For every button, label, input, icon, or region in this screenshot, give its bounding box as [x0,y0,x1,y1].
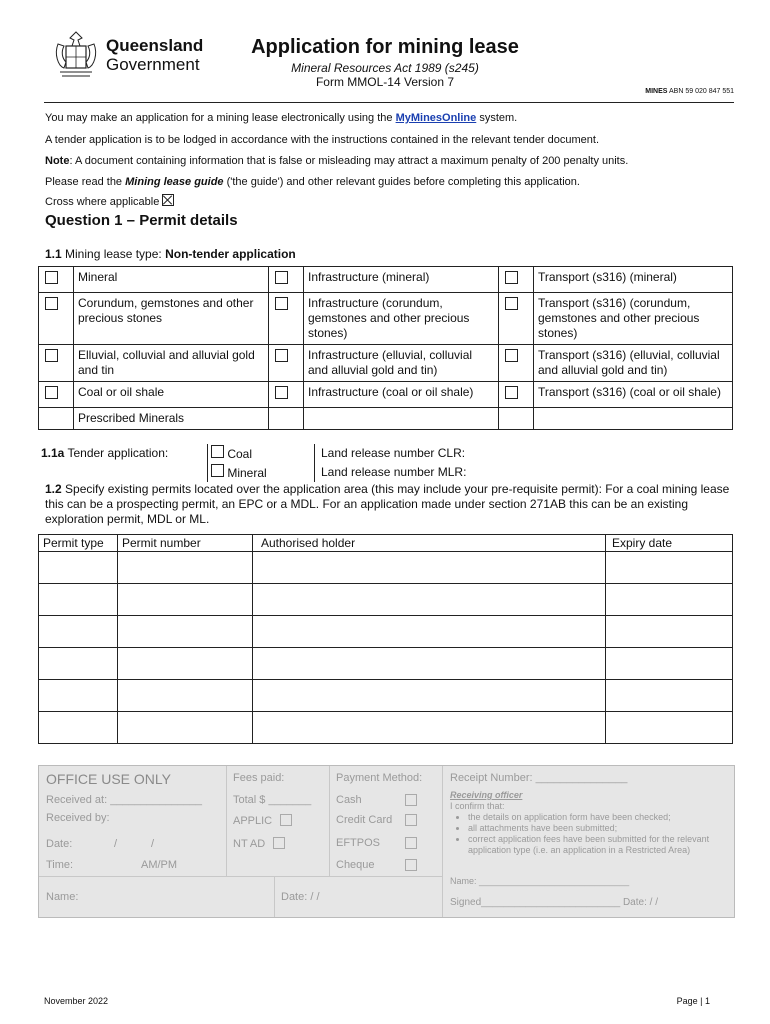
receiving-officer: Receiving officer [450,790,523,800]
credit-card-checkbox[interactable] [405,814,417,826]
date-separator: / [114,838,118,850]
date-separator: / [151,838,155,850]
q11-label: 1.1 Mining lease type: Non-tender application [45,247,296,261]
lease-type-table [38,266,733,430]
lease-type-label: Infrastructure (corundum, gemstones and other precious stones) [304,293,499,345]
q12-text: 1.2 Specify existing permits located over the application area (this may include your pre-requisite permit): For a coal mining lease this can be a prospecting permit, an EPC or a MDL. For an application made under section 271AB this can be an existing exploration permit, MDL or ML. [45,482,730,526]
table-row [39,648,733,680]
confirm-list [450,812,730,856]
table-row [39,616,733,648]
crossed-checkbox-icon [162,194,174,206]
corundum-checkbox[interactable] [45,297,58,310]
lease-type-label: Elluvial, colluvial and alluvial gold and tin [74,345,269,382]
footer-date: November 2022 [44,996,109,1006]
eftpos-checkbox[interactable] [405,837,417,849]
intro-tender: A tender application is to be lodged in accordance with the instructions contained in the relevant tender document. [45,134,600,146]
table-row [38,444,733,463]
coal-shale-checkbox[interactable] [45,386,58,399]
existing-permits-table [38,534,733,744]
applic-checkbox[interactable] [280,814,292,826]
gov-name-line2: Government [106,55,200,74]
received-at: Received at: _______________ [46,794,202,806]
payment-credit: Credit Card [336,814,393,826]
table-row [39,408,733,430]
total-label: Total $ _______ [233,794,312,806]
ampm-label: AM/PM [141,859,178,871]
lease-type-label: Transport (s316) (mineral) [534,267,733,293]
office-time-label: Time: [46,859,74,871]
payment-cheque: Cheque [336,859,375,871]
office-date-bottom: Date: / / [281,891,320,903]
transport-coal-checkbox[interactable] [505,386,518,399]
lease-type-label: Coal or oil shale [74,382,269,408]
payment-method-label: Payment Method: [336,772,423,784]
office-date-label: Date: [46,838,73,850]
myminesonline-link[interactable]: MyMinesOnline [395,112,477,124]
intro-guide: Please read the Mining lease guide ('the guide') and other relevant guides before completing this application. [45,176,580,188]
transport-elluvial-checkbox[interactable] [505,349,518,362]
table-row [39,712,733,744]
received-by: Received by: [46,812,110,824]
header-divider [44,102,734,103]
ntad-option: NT AD [233,837,285,850]
tender-coal-checkbox[interactable] [211,445,224,458]
abn-line: MINES ABN 59 020 847 551 [645,88,734,95]
table-row [39,382,733,408]
ntad-checkbox[interactable] [273,837,285,849]
column-header: Authorised holder [253,535,606,552]
officer-name: Name: ______________________________ [450,876,630,886]
intro-note: Note: A document containing information that is false or misleading may attract a maximum penalty of 200 penalty units. [45,155,629,167]
infra-elluvial-checkbox[interactable] [275,349,288,362]
list-item: • all attachments have been submitted; [468,823,730,834]
table-row [39,552,733,584]
infra-mineral-checkbox[interactable] [275,271,288,284]
transport-mineral-checkbox[interactable] [505,271,518,284]
intro-cross: Cross where applicable [45,194,174,208]
lease-type-label: Transport (s316) (corundum, gemstones and other precious stones) [534,293,733,345]
table-row [39,584,733,616]
confirm-label: I confirm that: [450,801,505,811]
infra-corundum-checkbox[interactable] [275,297,288,310]
payment-cash: Cash [336,794,362,806]
column-header: Permit number [118,535,253,552]
cash-checkbox[interactable] [405,794,417,806]
office-use-box [38,765,735,918]
act-reference: Mineral Resources Act 1989 (s245) [291,61,479,75]
mineral-checkbox[interactable] [45,271,58,284]
land-release-mlr: Land release number MLR: [315,463,734,482]
tender-mineral-checkbox[interactable] [211,464,224,477]
lease-type-label: Infrastructure (coal or oil shale) [304,382,499,408]
lease-type-label: Transport (s316) (elluvial, colluvial and alluvial gold and tin) [534,345,733,382]
page-title: Application for mining lease [251,36,519,58]
table-row [39,267,733,293]
payment-eftpos: EFTPOS [336,837,381,849]
office-use-title: OFFICE USE ONLY [46,771,171,787]
cheque-checkbox[interactable] [405,859,417,871]
tender-option-label: Mineral [227,466,267,480]
tender-option-label: Coal [227,447,253,461]
column-header: Expiry date [606,535,733,552]
table-row [39,680,733,712]
column-header: Permit type [39,535,118,552]
office-name-label: Name: [46,891,79,903]
lease-type-label: Transport (s316) (coal or oil shale) [534,382,733,408]
list-item: • the details on application form have been checked; [468,812,730,823]
receipt-number: Receipt Number: _______________ [450,772,628,784]
table-row [39,293,733,345]
page-number: Page | 1 [676,996,710,1006]
lease-type-label: Mineral [74,267,269,293]
question1-heading: Question 1 – Permit details [45,212,238,229]
officer-signed: Signed_________________________ Date: / / [450,897,658,908]
applic-option: APPLIC [233,814,292,827]
table-row [39,345,733,382]
lease-type-label: Prescribed Minerals [74,408,269,430]
fees-paid-label: Fees paid: [233,772,285,784]
lease-type-label: Infrastructure (elluvial, colluvial and alluvial gold and tin) [304,345,499,382]
table-header-row [39,535,733,552]
intro-online: You may make an application for a mining lease electronically using the MyMinesOnline system. [45,112,518,124]
tender-application-table [38,444,733,482]
transport-corundum-checkbox[interactable] [505,297,518,310]
land-release-clr: Land release number CLR: [315,444,734,463]
lease-type-label: Corundum, gemstones and other precious stones [74,293,269,345]
elluvial-checkbox[interactable] [45,349,58,362]
gov-name-line1: Queensland [106,36,204,55]
form-id: Form MMOL-14 Version 7 [315,75,455,89]
table-row [38,463,733,482]
lease-type-label: Infrastructure (mineral) [304,267,499,293]
q11a-label: 1.1a Tender application: [41,446,169,460]
list-item: • correct application fees have been submitted for the relevant application type (i.e. an application in a Restricted Area) [468,834,730,856]
infra-coal-checkbox[interactable] [275,386,288,399]
